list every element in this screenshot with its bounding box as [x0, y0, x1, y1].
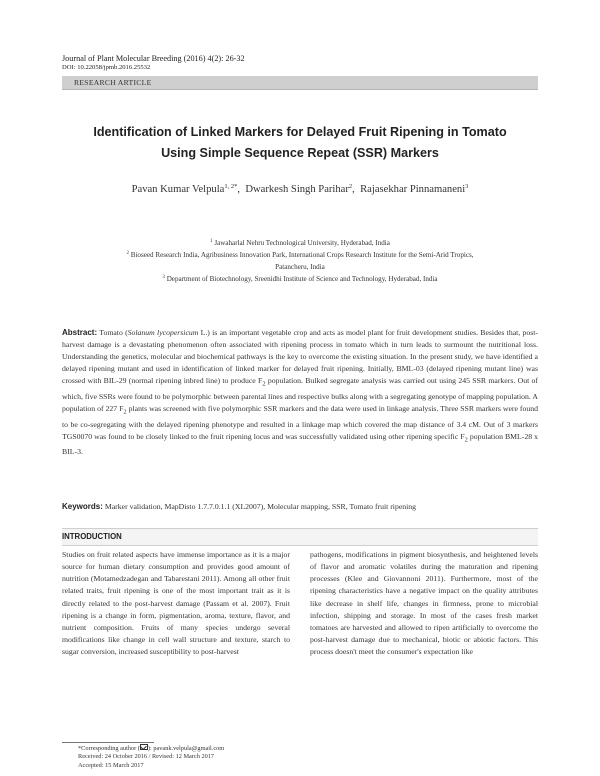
footnote-divider	[62, 742, 154, 743]
footnote-text: *Corresponding author (	[78, 745, 140, 752]
abstract-label: Abstract:	[62, 328, 98, 337]
accepted-date: Accepted: 15 March 2017	[78, 761, 144, 769]
author-list: Pavan Kumar Velpula$^{1, 2*}$, Dwarkesh Singh Parihar$^2$, Rajasekhar Pinnamaneni$^3$	[131, 183, 469, 195]
paper-title-line1: Identification of Linked Markers for Delayed Fruit Ripening in Tomato	[93, 125, 507, 139]
abstract-text: plants was screened with five polymorphic SSR markers and the data were used in linkage analysis. Three SSR markers were found to be co-segregating with the delayed ripening phenotype and resulted in a linkage map which covered the map distance of 3.4 cM. Out of 3 markers TGS0070 was found to be closely linked to the fruit ripening locus and was successfully validated using other ripening specific F	[62, 404, 538, 441]
subscript: 2	[464, 436, 468, 444]
affiliation-number: 1	[210, 239, 213, 244]
abstract	[62, 327, 538, 459]
species-name: Solanum lycopersicum	[127, 328, 199, 337]
doi[interactable]: DOI: 10.22058/jpmb.2016.25532	[62, 64, 151, 71]
section-title: INTRODUCTION	[62, 532, 122, 541]
mail-icon	[140, 744, 148, 750]
article-type-label: RESEARCH ARTICLE	[74, 78, 152, 87]
author-affiliation-mark: 2	[348, 183, 353, 190]
author-name: Dwarkesh Singh Parihar	[245, 184, 349, 195]
abstract-text: L.) is an important vegetable crop and acts as model plant for fruit development studies. Besides that, post-harvest damage is a devastating phenomenon often associated with ripening process in tomato which in turn leads to surmount the nutritional loss. Understanding the genetics, molecular and biochemical pathways is the key to overcome the existing situation. In the present study, we have identified a delayed ripening mutant and used in identification of linked marker for delayed fruit ripening. Initially, BML-03 (delayed ripening mutant line) was crossed with BIL-29 (normal ripening inbred line) to produce F	[62, 328, 538, 386]
affiliation-3	[80, 273, 520, 285]
keywords	[62, 501, 538, 513]
subscript: 2	[123, 408, 127, 416]
abstract-text: population. Bulked segregate analysis was carried out using 245 SSR markers. Out of which, five SSRs were found to be polymorphic between parental lines and respective bulks along with a segregating genotype of mapping population. A population of 227 F	[62, 376, 538, 414]
received-date: Received: 24 October 2016 / Revised: 12 March 2017	[78, 753, 215, 761]
affiliation-text: Bioseed Research India, Agribusiness Innovation Park, International Crops Research Institute for the Semi-Arid Tropics,	[130, 251, 474, 259]
section-header	[62, 528, 538, 546]
author-affiliation-mark: 1, 2*	[224, 183, 238, 190]
subscript: 2	[262, 380, 266, 388]
affiliation-number: 3	[162, 275, 165, 280]
affiliation-text: Jawaharlal Nehru Technological University, Hyderabad, India	[214, 239, 390, 247]
affiliations	[80, 237, 520, 285]
intro-right-column: pathogens, modifications in pigment biosynthesis, and heightened levels of flavor and aromatic volatiles during the maturation and ripening processes (Klee and Giovannoni 2011). Furthermore, most of the ripening characteristics have a negative impact on the quality attributes like decrease in shelf life, changes in firmness, prone to microbial infection, shipping and storage. In most of the cases fresh market tomatoes are harvested and allowed to ripen artificially to overcome the post-harvest damage due to mechanical, biotic or abiotic factors. This process doesn't meet the consumer's expectation like	[310, 550, 538, 657]
intro-left-column: Studies on fruit related aspects have immense importance as it is a major source for human dietary consumption and provides good amount of nutrition (Motamedzadegan and Tabarestani 2011). Among all other fruit related traits, fruit ripening is one of the most important trait as it is directly related to the post-harvest damage (Passam et al. 2007). Fruit ripening is a change in form, pigmentation, aroma, texture, flavor, and nutrient composition. Fruits of many species undergo several modifications like change in cell wall structure and texture, starch to sugar conversion, increased susceptibility to post-harvest	[62, 550, 290, 657]
author-affiliation-mark: 3	[465, 183, 469, 190]
affiliation-text: Department of Biotechnology, Sreenidhi Institute of Science and Technology, Hyderabad, India	[166, 275, 438, 283]
article-type-bar	[62, 76, 538, 90]
author-name: Pavan Kumar Velpula	[131, 184, 225, 195]
email-link[interactable]: ): pavank.velpula@gmail.com	[147, 745, 225, 752]
affiliation-2-continued: Patancheru, India	[275, 263, 325, 271]
abstract-text: population BML-28 x BIL-3.	[62, 431, 539, 457]
affiliation-2	[80, 249, 520, 261]
keywords-text: Marker validation, MapDisto 1.7.7.0.1.1 (XL2007), Molecular mapping, SSR, Tomato fruit ripening	[104, 502, 417, 511]
journal-citation: Journal of Plant Molecular Breeding (2016) 4(2): 26-32	[62, 54, 245, 63]
author-name: Rajasekhar Pinnamaneni	[360, 184, 466, 195]
affiliation-number: 2	[126, 251, 129, 256]
paper-title-line2: Using Simple Sequence Repeat (SSR) Markers	[161, 146, 439, 160]
abstract-text: Tomato (	[99, 328, 128, 337]
footnote	[78, 744, 224, 770]
keywords-label: Keywords:	[62, 502, 103, 511]
paper-title	[62, 122, 538, 164]
affiliation-1	[80, 237, 520, 249]
corresponding-author	[78, 744, 224, 753]
